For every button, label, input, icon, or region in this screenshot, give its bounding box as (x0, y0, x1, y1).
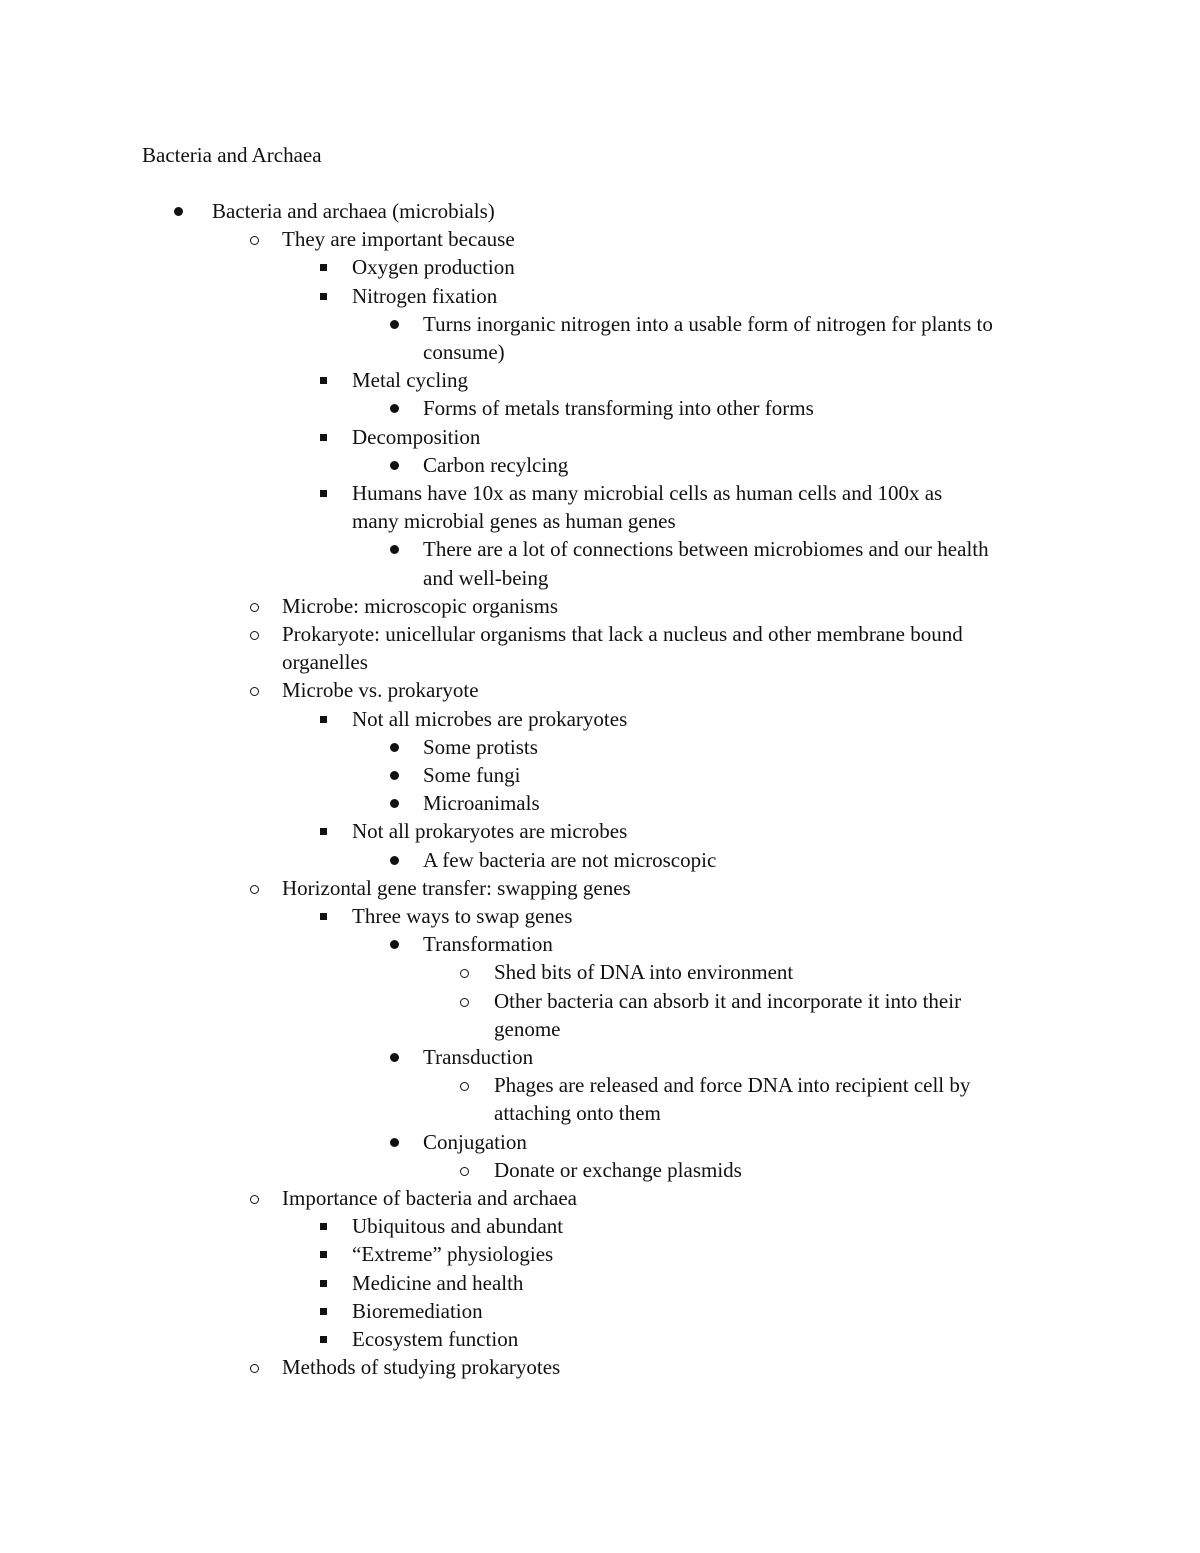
disc-bullet-icon (390, 320, 399, 329)
list-item (282, 620, 963, 648)
list-item (282, 225, 515, 253)
list-item-text: Ecosystem function (352, 1327, 519, 1351)
list-item (423, 451, 568, 479)
list-item-continuation: consume) (423, 340, 505, 364)
disc-bullet-icon (174, 207, 183, 216)
list-item-text: Conjugation (423, 1129, 527, 1154)
circle-bullet-icon (250, 1195, 259, 1204)
list-item (352, 1212, 563, 1240)
disc-bullet-icon (390, 404, 399, 413)
square-bullet-icon (320, 434, 327, 441)
list-item-text: Decomposition (352, 424, 481, 449)
list-item-text: They are important because (282, 227, 515, 252)
disc-bullet-icon (390, 1138, 399, 1147)
circle-bullet-icon (250, 236, 259, 245)
disc-bullet-icon (390, 771, 399, 780)
list-item-text: Other bacteria can absorb it and incorporate it into their (494, 988, 962, 1013)
list-item-text: “Extreme” physiologies (352, 1242, 554, 1267)
list-item (352, 366, 468, 394)
list-item (212, 197, 495, 225)
list-item-text: Some protists (423, 734, 538, 759)
disc-bullet-icon (390, 461, 399, 470)
list-item-continuation: organelles (282, 650, 368, 675)
list-item (352, 423, 480, 451)
list-item-text: Horizontal gene transfer: swapping genes (282, 875, 631, 900)
list-item-text: Carbon recylcing (423, 452, 569, 477)
circle-bullet-icon (250, 885, 259, 894)
square-bullet-icon (320, 828, 327, 835)
list-item (352, 1297, 483, 1325)
list-item (282, 676, 479, 704)
list-item-text: A few bacteria are not microscopic (423, 847, 717, 872)
disc-bullet-icon (390, 856, 399, 865)
square-bullet-icon (320, 1280, 327, 1287)
list-item-text: Three ways to swap genes (352, 904, 573, 928)
disc-bullet-icon (390, 1053, 399, 1062)
list-item (352, 1325, 518, 1353)
list-item (423, 761, 520, 789)
square-bullet-icon (320, 293, 327, 300)
document-title: Bacteria and Archaea (142, 143, 322, 167)
list-item-text: Transduction (423, 1045, 534, 1069)
list-item-text: Transformation (423, 932, 553, 957)
list-item-continuation: genome (494, 1016, 561, 1041)
list-item-continuation: many microbial genes as human genes (352, 509, 676, 534)
square-bullet-icon (320, 716, 327, 723)
list-item (352, 479, 942, 507)
list-item-text: Importance of bacteria and archaea (282, 1186, 577, 1210)
list-item (423, 535, 989, 563)
square-bullet-icon (320, 377, 327, 384)
disc-bullet-icon (390, 743, 399, 752)
list-item (494, 958, 793, 986)
square-bullet-icon (320, 1223, 327, 1230)
disc-bullet-icon (390, 799, 399, 808)
list-item-text: Not all prokaryotes are microbes (352, 819, 628, 844)
square-bullet-icon (320, 490, 327, 497)
list-item-text: Microbe: microscopic organisms (282, 593, 559, 618)
list-item (352, 705, 627, 733)
list-item (282, 592, 558, 620)
circle-bullet-icon (460, 1167, 469, 1176)
list-item (352, 282, 497, 310)
list-item-text: Phages are released and force DNA into recipient cell by (494, 1073, 971, 1098)
list-item (494, 987, 961, 1015)
list-item-text: Shed bits of DNA into environment (494, 960, 794, 985)
list-item-text: Microanimals (423, 791, 540, 816)
list-item-text: Donate or exchange plasmids (494, 1157, 742, 1182)
list-item (423, 1043, 533, 1071)
list-item (423, 310, 993, 338)
disc-bullet-icon (390, 545, 399, 554)
circle-bullet-icon (460, 969, 469, 978)
circle-bullet-icon (460, 998, 469, 1007)
list-item (423, 789, 540, 817)
list-item-text: There are a lot of connections between microbiomes and our health (423, 537, 989, 562)
disc-bullet-icon (390, 940, 399, 949)
list-item-text: Metal cycling (352, 368, 469, 393)
list-item-text: Turns inorganic nitrogen into a usable form of nitrogen for plants to (423, 311, 993, 336)
list-item (352, 902, 572, 930)
list-item (423, 394, 814, 422)
square-bullet-icon (320, 264, 327, 271)
list-item-text: Bacteria and archaea (microbials) (212, 199, 495, 223)
list-item (352, 1269, 523, 1297)
circle-bullet-icon (460, 1082, 469, 1091)
list-item-text: Nitrogen fixation (352, 283, 498, 308)
list-item (282, 1353, 560, 1381)
list-item-text: Methods of studying prokaryotes (282, 1355, 561, 1380)
list-item-text: Not all microbes are prokaryotes (352, 706, 628, 731)
list-item (423, 930, 553, 958)
list-item-text: Some fungi (423, 763, 521, 787)
list-item-text: Microbe vs. prokaryote (282, 678, 479, 703)
list-item (494, 1156, 742, 1184)
list-item (352, 1240, 553, 1268)
list-item-text: Prokaryote: unicellular organisms that lack a nucleus and other membrane bound (282, 622, 963, 646)
list-item (423, 846, 716, 874)
list-item (352, 253, 515, 281)
list-item-text: Bioremediation (352, 1298, 483, 1323)
circle-bullet-icon (250, 1364, 259, 1373)
list-item (352, 817, 627, 845)
list-item-text: Oxygen production (352, 255, 515, 280)
list-item-text: Forms of metals transforming into other forms (423, 396, 814, 421)
list-item-continuation: attaching onto them (494, 1101, 661, 1126)
list-item (423, 1128, 527, 1156)
circle-bullet-icon (250, 603, 259, 612)
list-item-text: Humans have 10x as many microbial cells as human cells and 100x as (352, 481, 943, 505)
list-item (494, 1071, 970, 1099)
square-bullet-icon (320, 1251, 327, 1258)
circle-bullet-icon (250, 631, 259, 640)
list-item (282, 1184, 577, 1212)
list-item (423, 733, 538, 761)
list-item-text: Medicine and health (352, 1270, 524, 1295)
circle-bullet-icon (250, 687, 259, 696)
square-bullet-icon (320, 913, 327, 920)
list-item-continuation: and well-being (423, 565, 549, 590)
square-bullet-icon (320, 1336, 327, 1343)
list-item-text: Ubiquitous and abundant (352, 1214, 564, 1239)
square-bullet-icon (320, 1308, 327, 1315)
list-item (282, 874, 631, 902)
